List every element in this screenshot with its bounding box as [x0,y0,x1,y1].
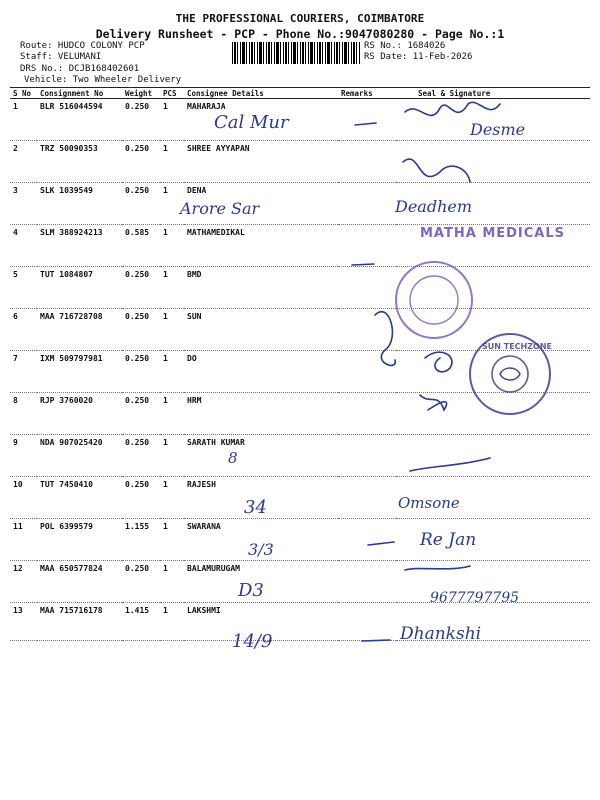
cell-sno: 10 [10,477,37,519]
cell-weight: 0.250 [122,351,160,393]
cell-pcs: 1 [160,477,184,519]
handwritten-signature: Dhankshi [400,624,482,644]
cell-weight: 0.250 [122,99,160,141]
cell-weight: 0.250 [122,435,160,477]
cell-consignment: IXM 509797981 [37,351,122,393]
cell-pcs: 1 [160,141,184,183]
handwritten-note: 14/9 [232,631,273,652]
cell-sno: 2 [10,141,37,183]
route-label: Route: HUDCO COLONY PCP [20,41,145,51]
cell-consignee: RAJESH [184,477,338,519]
runsheet-title: Delivery Runsheet - PCP - Phone No.:9047080280 - Page No.:1 [95,27,505,41]
cell-pcs: 1 [160,99,184,141]
cell-pcs: 1 [160,309,184,351]
col-header-remarks: Remarks [338,88,396,99]
cell-sno: 12 [10,561,37,603]
cell-weight: 0.250 [122,393,160,435]
col-header-consignment: Consignment No [37,88,122,99]
signature-scrawl-icon [425,352,452,372]
remark-dash-icon [368,542,394,545]
signature-scrawl-icon [405,102,500,115]
cell-consignee: LAKSHMI [184,603,338,641]
cell-sno: 9 [10,435,37,477]
cell-sno: 4 [10,225,37,267]
handwritten-note: 8 [228,449,238,467]
cell-consignment: RJP 3760020 [37,393,122,435]
handwritten-signature: Re Jan [420,530,477,550]
cell-pcs: 1 [160,435,184,477]
cell-consignment: TRZ 50090353 [37,141,122,183]
signature-scrawl-icon [405,566,470,570]
cell-consignment: NDA 907025420 [37,435,122,477]
cell-sno: 13 [10,603,37,641]
cell-sno: 5 [10,267,37,309]
handwritten-phone: 9677797795 [430,590,520,606]
handwritten-signature: Omsone [398,494,460,512]
col-header-consignee: Consignee Details [184,88,338,99]
cell-consignee: SHREE AYYAPAN [184,141,338,183]
matha-medicals-stamp: MATHA MEDICALS [420,226,566,241]
cell-consignment: MAA 716728708 [37,309,122,351]
signature-scrawl-icon [420,395,447,410]
col-header-weight: Weight [122,88,160,99]
col-header-sno: S No [10,88,37,99]
signature-scrawl-icon [410,458,490,471]
cell-sno: 11 [10,519,37,561]
cell-sno: 1 [10,99,37,141]
cell-weight: 0.585 [122,225,160,267]
cell-consignee: BALAMURUGAM [184,561,338,603]
cell-consignee: DENA [184,183,338,225]
handwritten-note: 3/3 [248,540,274,559]
handwritten-note: Cal Mur [214,112,289,133]
cell-consignee: MATHAMEDIKAL [184,225,338,267]
cell-weight: 0.250 [122,141,160,183]
cell-consignment: MAA 650577824 [37,561,122,603]
cell-sno: 3 [10,183,37,225]
cell-pcs: 1 [160,183,184,225]
cell-consignment: POL 6399579 [37,519,122,561]
signature-scrawl-icon [403,159,470,182]
cell-pcs: 1 [160,225,184,267]
cell-consignee: MAHARAJA [184,99,338,141]
cell-sno: 6 [10,309,37,351]
rs-number: RS No.: 1684026 [364,41,446,51]
cell-weight: 0.250 [122,267,160,309]
cell-weight: 0.250 [122,561,160,603]
handwritten-note: Arore Sar [180,199,260,218]
handwritten-signature: Desme [470,120,526,139]
cell-pcs: 1 [160,267,184,309]
cell-weight: 0.250 [122,477,160,519]
remark-dash-icon [352,264,374,265]
remark-dash-icon [355,123,376,125]
sun-techzone-stamp-text: SUN TECHZONE [482,342,552,351]
cell-consignment: MAA 715716178 [37,603,122,641]
cell-consignment: BLR 516044594 [37,99,122,141]
handwritten-note: D3 [238,580,264,601]
handwritten-signature: Deadhem [395,197,473,216]
cell-pcs: 1 [160,393,184,435]
cell-weight: 0.250 [122,183,160,225]
company-title: THE PROFESSIONAL COURIERS, COIMBATORE [175,12,425,25]
col-header-signature: Seal & Signature [396,88,590,99]
cell-consignment: TUT 1084807 [37,267,122,309]
vehicle-label: Vehicle: Two Wheeler Delivery [24,75,182,85]
cell-consignment: SLM 388924213 [37,225,122,267]
cell-consignment: SLK 1039549 [37,183,122,225]
cell-weight: 0.250 [122,309,160,351]
drs-number: DRS No.: DCJB168402601 [20,64,140,74]
circular-seal-icon [392,258,476,342]
cell-consignee: DO [184,351,338,393]
cell-weight: 1.155 [122,519,160,561]
staff-label: Staff: VELUMANI [20,52,102,62]
remark-dash-icon [362,640,390,641]
handwritten-note: 34 [244,497,267,518]
col-header-pcs: PCS [160,88,184,99]
cell-sno: 7 [10,351,37,393]
cell-consignee: HRM [184,393,338,435]
cell-pcs: 1 [160,351,184,393]
cell-consignee: SARATH KUMAR [184,435,338,477]
cell-consignee: BMD [184,267,338,309]
cell-weight: 1.415 [122,603,160,641]
cell-pcs: 1 [160,561,184,603]
cell-consignment: TUT 7450410 [37,477,122,519]
cell-consignee: SWARANA [184,519,338,561]
cell-pcs: 1 [160,519,184,561]
rs-date: RS Date: 11-Feb-2026 [364,52,473,62]
cell-sno: 8 [10,393,37,435]
cell-consignee: SUN [184,309,338,351]
cell-pcs: 1 [160,603,184,641]
